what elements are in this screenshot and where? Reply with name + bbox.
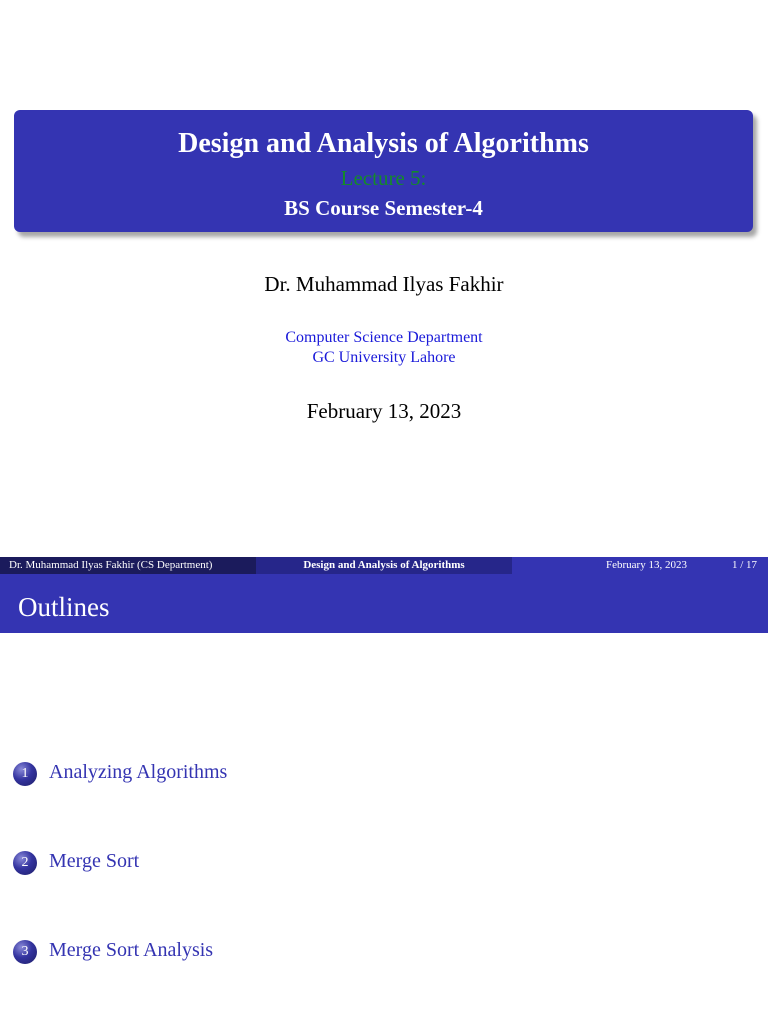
footline-title-box [256,557,512,574]
institute-university: GC University Lahore [312,349,456,366]
title-box [14,110,753,232]
presentation-subtitle: BS Course Semester-4 [284,196,483,220]
lecture-label: Lecture 5: [340,166,427,190]
toc-label[interactable]: Merge Sort [49,850,140,872]
footline-title: Design and Analysis of Algorithms [303,559,465,571]
toc-label[interactable]: Analyzing Algorithms [49,761,228,783]
footline-date: February 13, 2023 [606,559,687,571]
presentation-date: February 13, 2023 [306,399,462,423]
author-name: Dr. Muhammad Ilyas Fakhir [264,272,504,296]
footline-date-box [512,557,768,574]
footline-page-number: 1 / 17 [731,559,757,571]
presentation-title: Design and Analysis of Algorithms [178,128,589,159]
footline-author: Dr. Muhammad Ilyas Fakhir (CS Department) [9,559,213,571]
frame-title-bar [0,574,768,633]
institute-department: Computer Science Department [285,329,483,346]
toc-number-ball: 1 [13,762,37,786]
toc-number-ball: 2 [13,851,37,875]
footline-author-box [0,557,256,574]
footline [0,557,768,574]
toc-label[interactable]: Merge Sort Analysis [49,939,214,961]
toc-number-ball: 3 [13,940,37,964]
frame-title: Outlines [18,592,110,622]
